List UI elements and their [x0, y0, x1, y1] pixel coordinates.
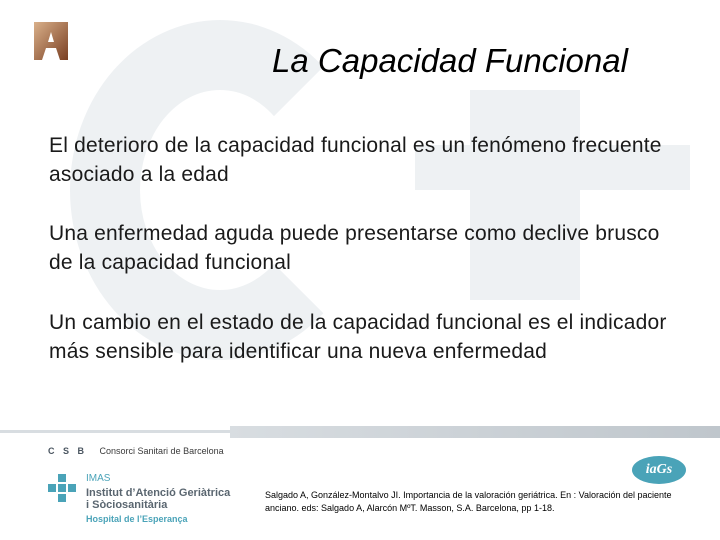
institute-line1: Institut d’Atenció Geriàtrica [86, 487, 231, 499]
institute-line2: i Sòciosanitària [86, 499, 168, 511]
imas-cross-icon [48, 474, 76, 502]
citation: Salgado A, González-Montalvo JI. Importancia de la valoración geriátrica. En : Valoración del paciente anciano. eds: Salgado A, Alarcón MºT. Masson, S.A. Barcelona, pp 1-18. [265, 490, 672, 513]
csb-letters: C S B [48, 446, 88, 456]
bullet-list [49, 131, 689, 396]
slide-title: La Capacidad Funcional [272, 42, 628, 79]
footer-bar [230, 426, 720, 438]
bullet-item: El deterioro de la capacidad funcional es un fenómeno frecuente asociado a la edad [49, 134, 662, 186]
imas-logo [86, 473, 230, 524]
iags-logo: iaGs [632, 456, 686, 484]
imas-name: IMAS [86, 473, 111, 484]
csb-name: Consorci Sanitari de Barcelona [99, 446, 224, 456]
bullet-item: Una enfermedad aguda puede presentarse como declive brusco de la capacidad funcional [49, 222, 660, 274]
bullet-item: Un cambio en el estado de la capacidad funcional es el indicador más sensible para identificar una nueva enfermedad [49, 311, 667, 363]
hospital-name: Hospital de l’Esperança [86, 514, 188, 524]
footer-divider [0, 430, 230, 433]
csb-logo [48, 446, 224, 456]
logo-a-icon [32, 20, 70, 62]
